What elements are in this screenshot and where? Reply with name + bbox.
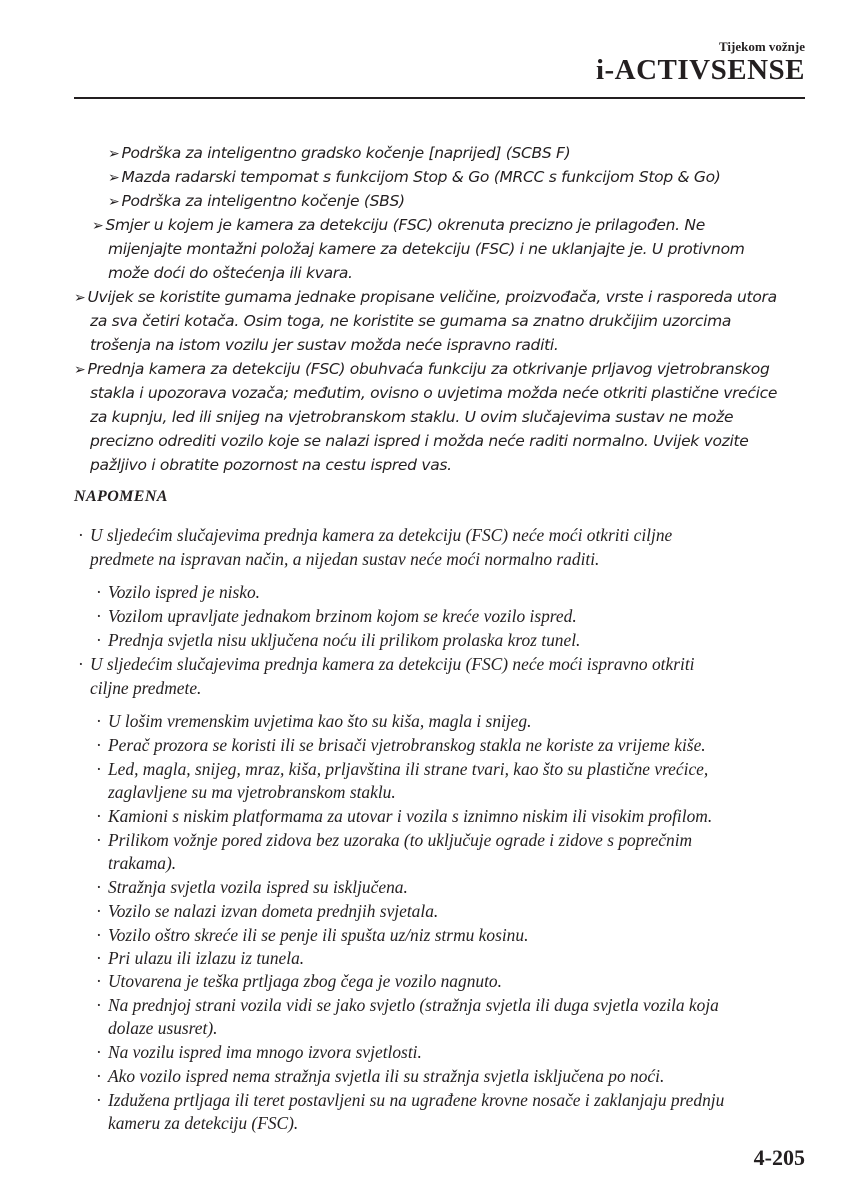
note-item	[78, 524, 672, 548]
dot-bullet-icon: ·	[96, 971, 102, 991]
note-subitem	[96, 829, 692, 853]
dot-bullet-icon: ·	[96, 948, 102, 968]
dot-bullet-icon: ·	[96, 1066, 102, 1086]
note-text-line: ciljne predmete.	[90, 678, 202, 698]
dot-bullet-icon: ·	[96, 995, 102, 1015]
warning-tyres	[74, 286, 777, 311]
note-text: Na prednjoj strani vozila vidi se jako svjetlo (stražnja svjetla ili duga svjetla vozila koja	[108, 995, 719, 1015]
note-subitem	[96, 581, 260, 605]
note-text: Kamioni s niskim platformama za utovar i vozila s iznimno niskim ili visokim profilom.	[108, 806, 713, 826]
arrow-bullet-icon: ➢	[108, 170, 120, 186]
running-header-section: Tijekom vožnje	[718, 39, 805, 54]
note-text-line: dolaze ususret).	[108, 1018, 218, 1038]
note-subitem	[96, 1065, 664, 1089]
note-subitem	[96, 947, 304, 971]
note-text: U sljedećim slučajevima prednja kamera za detekciju (FSC) neće moći otkriti ciljne	[90, 525, 673, 545]
note-text: U sljedećim slučajevima prednja kamera za detekciju (FSC) neće moći ispravno otkriti	[90, 654, 695, 674]
dot-bullet-icon: ·	[96, 925, 102, 945]
note-subitem	[96, 1041, 422, 1065]
note-text: Na vozilu ispred ima mnogo izvora svjetlosti.	[108, 1042, 422, 1062]
note-subitem	[96, 924, 528, 948]
warning-windshield	[74, 358, 770, 383]
dot-bullet-icon: ·	[96, 901, 102, 921]
note-text: Prilikom vožnje pored zidova bez uzoraka (to uključuje ograde i zidove s poprečnim	[108, 830, 693, 850]
note-text-line: kameru za detekciju (FSC).	[108, 1113, 299, 1133]
note-text: Vozilom upravljate jednakom brzinom kojom se kreće vozilo ispred.	[108, 606, 577, 626]
note-text: Ako vozilo ispred nema stražnja svjetla ili su stražnja svjetla isključena po noći.	[108, 1066, 665, 1086]
note-item	[78, 653, 695, 677]
note-text: Utovarena je teška prtljaga zbog čega je vozilo nagnuto.	[108, 971, 502, 991]
dot-bullet-icon: ·	[96, 830, 102, 850]
warning-text-line: pažljivo i obratite pozornost na cestu ispred vas.	[90, 456, 452, 474]
dot-bullet-icon: ·	[96, 759, 102, 779]
warning-text-line: mijenjajte montažni položaj kamere za detekciju (FSC) i ne uklanjajte je. U protivnom	[108, 240, 745, 258]
note-text: Prednja svjetla nisu uključena noću ili prilikom prolaska kroz tunel.	[108, 630, 581, 650]
note-subitem	[96, 970, 502, 994]
arrow-bullet-icon: ➢	[92, 218, 104, 234]
note-text-line: predmete na ispravan način, a nijedan sustav neće moći normalno raditi.	[90, 549, 600, 569]
dot-bullet-icon: ·	[96, 606, 102, 626]
note-heading: NAPOMENA	[74, 488, 168, 505]
dot-bullet-icon: ·	[96, 1090, 102, 1110]
dot-bullet-icon: ·	[78, 525, 84, 545]
note-subitem	[96, 758, 708, 782]
arrow-bullet-icon: ➢	[74, 290, 86, 306]
warning-text-line: za kupnju, led ili snijeg na vjetrobranskom staklu. U ovim slučajevima sustav ne može	[90, 408, 734, 426]
warning-text: Mazda radarski tempomat s funkcijom Stop & Go (MRCC s funkcijom Stop & Go)	[121, 168, 721, 186]
warning-text-line: precizno odrediti vozilo koje se nalazi ispred i možda neće raditi normalno. Uvijek vozite	[90, 432, 749, 450]
note-text: Stražnja svjetla vozila ispred su isključena.	[108, 877, 408, 897]
dot-bullet-icon: ·	[96, 630, 102, 650]
note-text-line: trakama).	[108, 853, 177, 873]
warning-text-line: stakla i upozorava vozača; međutim, ovisno o uvjetima možda neće otkriti plastične vrećice	[90, 384, 778, 402]
page-number: 4-205	[753, 1145, 805, 1170]
note-text: Vozilo ispred je nisko.	[108, 582, 260, 602]
note-subitem	[96, 994, 719, 1018]
warning-text-line: trošenja na istom vozilu jer sustav možda neće ispravno raditi.	[90, 336, 559, 354]
warning-subitem-mrcc	[108, 166, 721, 191]
warning-text-line: može doći do oštećenja ili kvara.	[108, 264, 353, 282]
dot-bullet-icon: ·	[96, 806, 102, 826]
dot-bullet-icon: ·	[96, 711, 102, 731]
note-text: U lošim vremenskim uvjetima kao što su kiša, magla i snijeg.	[108, 711, 532, 731]
note-text: Vozilo oštro skreće ili se penje ili spušta uz/niz strmu kosinu.	[108, 925, 529, 945]
dot-bullet-icon: ·	[96, 1042, 102, 1062]
note-subitem	[96, 1089, 724, 1113]
note-text: Vozilo se nalazi izvan dometa prednjih svjetala.	[108, 901, 439, 921]
warning-camera-alignment	[92, 214, 705, 239]
note-text: Izdužena prtljaga ili teret postavljeni su na ugrađene krovne nosače i zaklanjaju prednju	[108, 1090, 725, 1110]
dot-bullet-icon: ·	[78, 654, 84, 674]
note-subitem	[96, 805, 712, 829]
warning-text: Uvijek se koristite gumama jednake propisane veličine, proizvođača, vrste i rasporeda utora	[87, 288, 777, 306]
warning-text: Smjer u kojem je kamera za detekciju (FSC) okrenuta precizno je prilagođen. Ne	[105, 216, 705, 234]
warning-subitem-scbs	[108, 142, 570, 167]
note-text: Pri ulazu ili izlazu iz tunela.	[108, 948, 305, 968]
note-subitem	[96, 605, 577, 629]
dot-bullet-icon: ·	[96, 735, 102, 755]
arrow-bullet-icon: ➢	[108, 146, 120, 162]
header-divider	[74, 97, 805, 99]
warning-subitem-sbs	[108, 190, 405, 215]
warning-text-line: za sva četiri kotača. Osim toga, ne koristite se gumama sa znatno drukčijim uzorcima	[90, 312, 732, 330]
dot-bullet-icon: ·	[96, 877, 102, 897]
note-text: Led, magla, snijeg, mraz, kiša, prljavština ili strane tvari, kao što su plastične vrećice,	[108, 759, 709, 779]
warning-text: Podrška za inteligentno kočenje (SBS)	[121, 192, 405, 210]
note-subitem	[96, 734, 706, 758]
dot-bullet-icon: ·	[96, 582, 102, 602]
warning-text: Prednja kamera za detekciju (FSC) obuhvaća funkciju za otkrivanje prljavog vjetrobranskog	[87, 360, 770, 378]
note-subitem	[96, 710, 531, 734]
note-subitem	[96, 876, 408, 900]
warning-text: Podrška za inteligentno gradsko kočenje [naprijed] (SCBS F)	[121, 144, 571, 162]
note-text-line: zaglavljene su ma vjetrobranskom staklu.	[108, 782, 396, 802]
note-subitem	[96, 900, 438, 924]
arrow-bullet-icon: ➢	[108, 194, 120, 210]
page-title: i-ACTIVSENSE	[595, 54, 805, 86]
note-text: Perač prozora se koristi ili se brisači vjetrobranskog stakla ne koriste za vrijeme kiše.	[108, 735, 706, 755]
note-subitem	[96, 629, 580, 653]
arrow-bullet-icon: ➢	[74, 362, 86, 378]
